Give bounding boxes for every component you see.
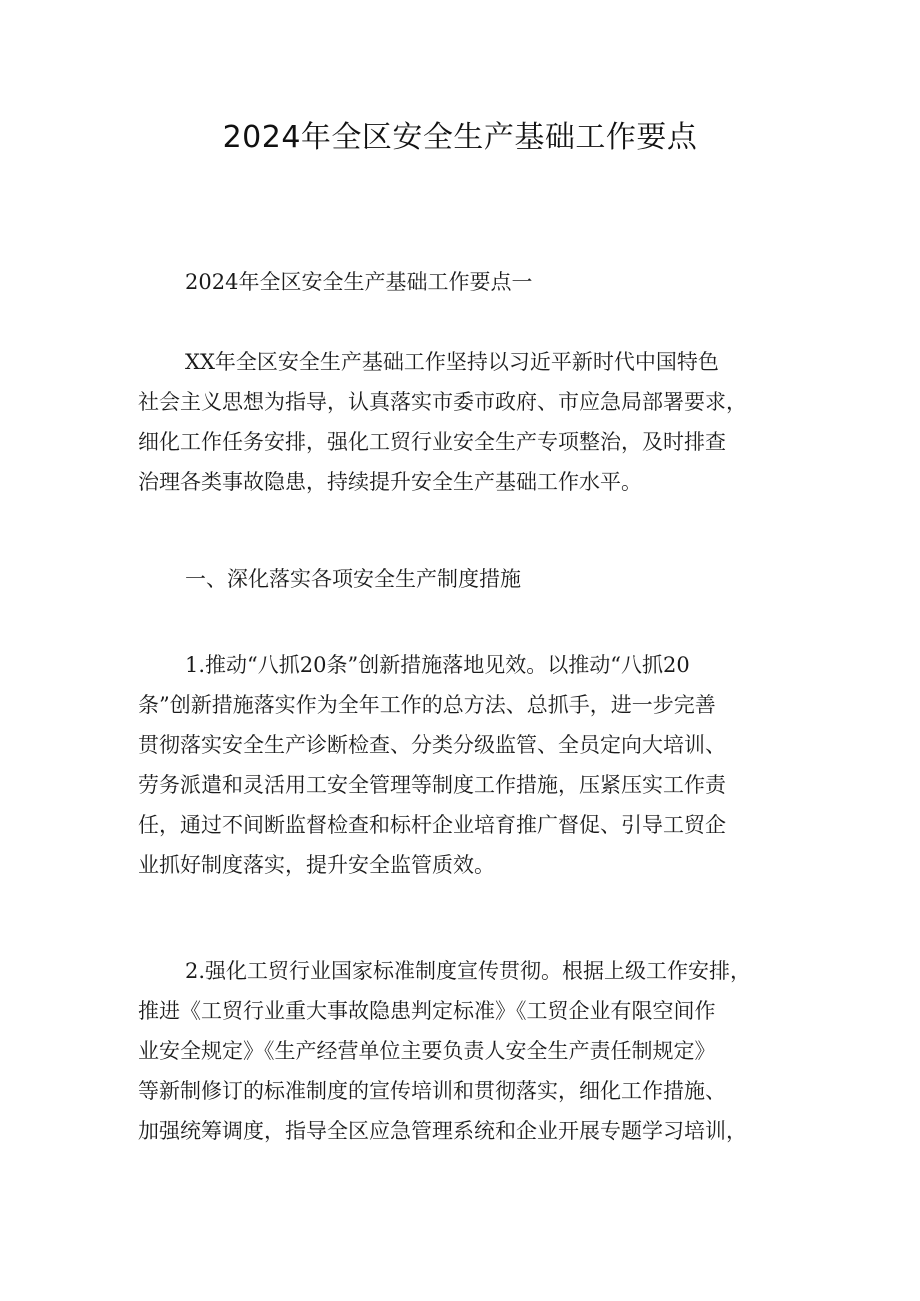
intro-line: 细化工作任务安排，强化工贸行业安全生产专项整治，及时排查 <box>138 430 726 454</box>
item-1-line: 业抓好制度落实，提升安全监管质效。 <box>138 853 495 877</box>
item-1-line: 任，通过不间断监督检查和标杆企业培育推广督促、引导工贸企 <box>138 813 726 837</box>
item-1-paragraph <box>138 645 788 885</box>
item-2-line: 2.强化工贸行业国家标准制度宣传贯彻。根据上级工作安排， <box>185 959 752 983</box>
intro-line: 社会主义思想为指导，认真落实市委市政府、市应急局部署要求， <box>138 390 747 414</box>
subtitle-paragraph <box>138 262 788 302</box>
intro-paragraph <box>138 342 788 502</box>
item-1-line: 劳务派遣和灵活用工安全管理等制度工作措施，压紧压实工作责 <box>138 773 726 797</box>
item-1-line: 贯彻落实安全生产诊断检查、分类分级监管、全员定向大培训、 <box>138 733 726 757</box>
item-2-paragraph <box>138 951 788 1151</box>
item-1-line: 条”创新措施落实作为全年工作的总方法、总抓手，进一步完善 <box>138 693 716 717</box>
intro-line: 治理各类事故隐患，持续提升安全生产基础工作水平。 <box>138 470 642 494</box>
subtitle-line: 2024年全区安全生产基础工作要点一 <box>185 270 533 294</box>
section-heading-paragraph <box>138 559 788 599</box>
section-heading: 一、深化落实各项安全生产制度措施 <box>185 567 521 591</box>
item-2-line: 推进《工贸行业重大事故隐患判定标准》《工贸企业有限空间作 <box>138 999 716 1023</box>
item-2-line: 业安全规定》《生产经营单位主要负责人安全生产责任制规定》 <box>138 1039 716 1063</box>
item-2-line: 加强统筹调度，指导全区应急管理系统和企业开展专题学习培训， <box>138 1119 747 1143</box>
item-2-line: 等新制修订的标准制度的宣传培训和贯彻落实，细化工作措施、 <box>138 1079 726 1103</box>
document-title: 2024年全区安全生产基础工作要点 <box>222 120 698 155</box>
intro-line: XX年全区安全生产基础工作坚持以习近平新时代中国特色 <box>185 350 719 374</box>
item-1-line: 1.推动“八抓20条”创新措施落地见效。以推动“八抓20 <box>185 653 690 677</box>
